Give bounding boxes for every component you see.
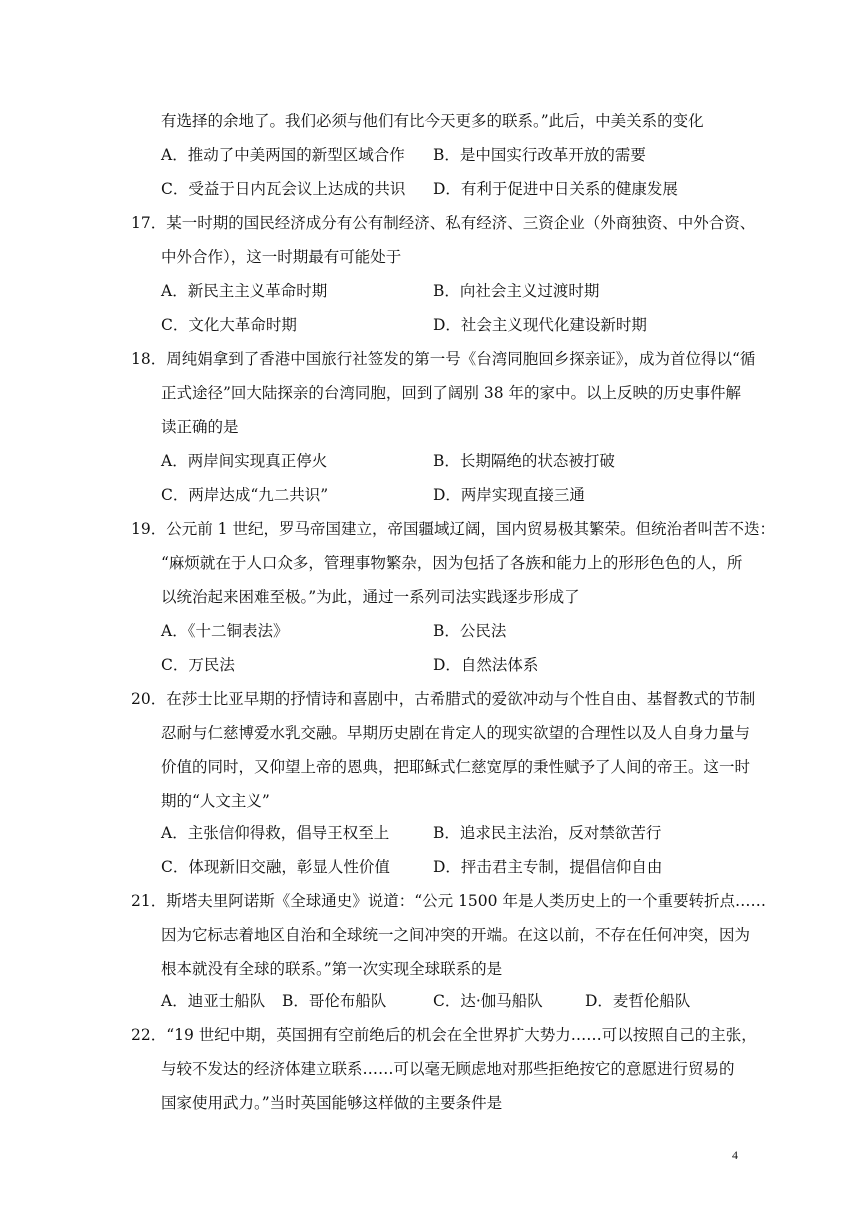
q18-option-a: A．两岸间实现真正停火 [161,452,328,470]
q19-option-b: B．公民法 [433,622,507,640]
q18-option-d: D．两岸实现直接三通 [433,486,585,504]
q19-stem-line-3: 以统治起来困难至极。”为此，通过一系列司法实践逐步形成了 [161,588,580,606]
q17-stem-line-1: 17．某一时期的国民经济成分有公有制经济、私有经济、三资企业（外商独资、中外合资、 [131,214,756,232]
q17-option-c: C．文化大革命时期 [161,316,297,334]
q17-option-b: B．向社会主义过渡时期 [433,282,600,300]
q19-option-c: C．万民法 [161,656,235,674]
q19-option-a: A．《十二铜表法》 [161,622,289,640]
q22-stem-line-2: 与较不发达的经济体建立联系……可以毫无顾虑地对那些拒绝按它的意愿进行贸易的 [161,1060,735,1078]
q21-stem-line-2: 因为它标志着地区自治和全球统一之间冲突的开端。在这以前，不存在任何冲突，因为 [161,926,751,944]
q17-option-a: A．新民主主义革命时期 [161,282,328,300]
q20-stem-line-2: 忍耐与仁慈博爱水乳交融。早期历史剧在肯定人的现实欲望的合理性以及人自身力量与 [161,724,751,742]
q18-stem-line-2: 正式途径”回大陆探亲的台湾同胞，回到了阔别 38 年的家中。以上反映的历史事件解 [161,384,742,402]
q20-option-a: A．主张信仰得救，倡导王权至上 [161,824,390,842]
q19-option-d: D．自然法体系 [433,656,539,674]
q20-stem-line-1: 20．在莎士比亚早期的抒情诗和喜剧中，古希腊式的爱欲冲动与个性自由、基督教式的节制 [131,690,756,708]
q21-stem-line-1: 21．斯塔夫里阿诺斯《全球通史》说道：“公元 1500 年是人类历史上的一个重要转折点…… [131,892,766,910]
q18-option-b: B．长期隔绝的状态被打破 [433,452,615,470]
q20-stem-line-4: 期的“人文主义” [161,792,270,810]
q21-option-d: D．麦哲伦船队 [585,992,691,1010]
q21-option-a: A．迪亚士船队 [161,992,266,1010]
q16-option-a: A．推动了中美两国的新型区域合作 [161,146,405,164]
q16-option-b: B．是中国实行改革开放的需要 [433,146,646,164]
q16-continuation: 有选择的余地了。我们必须与他们有比今天更多的联系。”此后，中美关系的变化 [161,112,704,130]
q20-option-c: C．体现新旧交融，彰显人性价值 [161,858,390,876]
q17-option-d: D．社会主义现代化建设新时期 [433,316,647,334]
q16-option-c: C．受益于日内瓦会议上达成的共识 [161,180,406,198]
q21-option-c: C．达·伽马船队 [433,992,543,1010]
q21-option-b: B．哥伦布船队 [282,992,387,1010]
q18-stem-line-3: 读正确的是 [161,418,239,436]
q16-option-d: D．有利于促进中日关系的健康发展 [433,180,678,198]
q20-option-b: B．追求民主法治，反对禁欲苦行 [433,824,662,842]
q17-stem-line-2: 中外合作），这一时期最有可能处于 [161,248,402,266]
q19-stem-line-2: “麻烦就在于人口众多，管理事物繁杂，因为包括了各族和能力上的形形色色的人，所 [161,554,743,572]
q19-stem-line-1: 19．公元前 1 世纪，罗马帝国建立，帝国疆域辽阔，国内贸易极其繁荣。但统治者叫苦不迭： [131,520,775,538]
q18-stem-line-1: 18．周纯娟拿到了香港中国旅行社签发的第一号《台湾同胞回乡探亲证》，成为首位得以“循 [131,350,756,368]
q22-stem-line-1: 22．“19 世纪中期，英国拥有空前绝后的机会在全世界扩大势力……可以按照自己的主张， [131,1026,757,1044]
q22-stem-line-3: 国家使用武力。”当时英国能够这样做的主要条件是 [161,1094,503,1112]
q20-option-d: D．抨击君主专制，提倡信仰自由 [433,858,663,876]
page-number: 4 [732,1148,738,1162]
q18-option-c: C．两岸达成“九二共识” [161,486,329,504]
q20-stem-line-3: 价值的同时，又仰望上帝的恩典，把耶稣式仁慈宽厚的秉性赋予了人间的帝王。这一时 [161,758,751,776]
q21-stem-line-3: 根本就没有全球的联系。”第一次实现全球联系的是 [161,960,503,978]
